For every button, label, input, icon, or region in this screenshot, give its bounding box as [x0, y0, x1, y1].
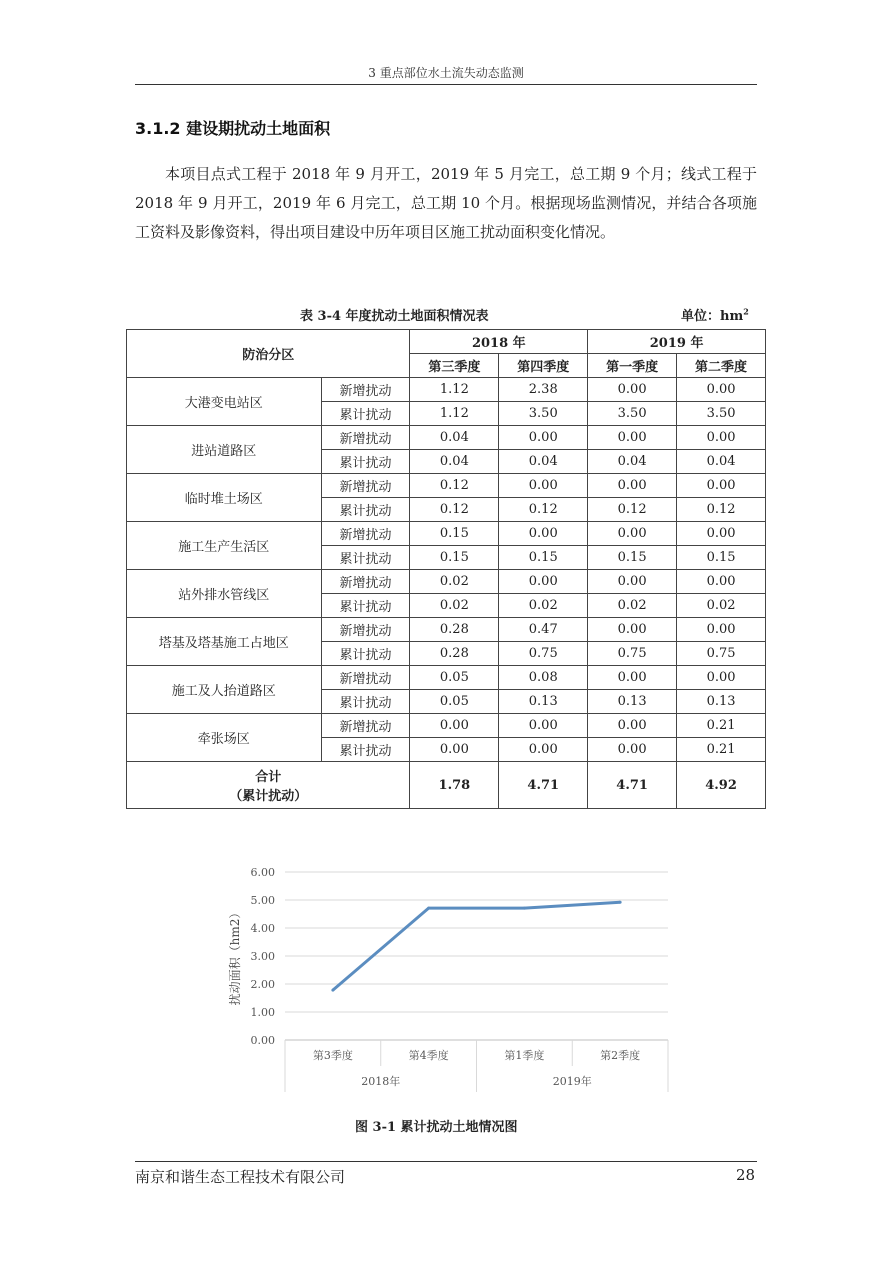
value-cell: 0.00 — [677, 666, 766, 690]
value-cell: 0.28 — [410, 618, 499, 642]
y-tick-label: 1.00 — [250, 1006, 275, 1019]
header-quarter: 第二季度 — [677, 354, 766, 378]
value-cell: 0.12 — [588, 498, 677, 522]
value-cell: 1.12 — [410, 378, 499, 402]
value-cell: 3.50 — [499, 402, 588, 426]
value-cell: 0.12 — [677, 498, 766, 522]
value-cell: 0.13 — [499, 690, 588, 714]
value-cell: 0.12 — [410, 474, 499, 498]
value-cell: 0.04 — [677, 450, 766, 474]
cumulative-disturbance-chart — [225, 860, 685, 1100]
value-cell: 0.00 — [499, 570, 588, 594]
x-group-label: 2018年 — [361, 1075, 401, 1088]
value-cell: 0.00 — [588, 522, 677, 546]
value-cell: 3.50 — [588, 402, 677, 426]
value-cell: 0.21 — [677, 714, 766, 738]
row-type: 新增扰动 — [321, 618, 410, 642]
table-row — [127, 378, 766, 402]
value-cell: 0.05 — [410, 690, 499, 714]
table-row — [127, 426, 766, 450]
header-quarter: 第四季度 — [499, 354, 588, 378]
value-cell: 0.15 — [410, 522, 499, 546]
y-tick-label: 3.00 — [250, 950, 275, 963]
value-cell: 0.75 — [588, 642, 677, 666]
value-cell: 0.04 — [588, 450, 677, 474]
table-row — [127, 714, 766, 738]
x-tick-label: 第1季度 — [504, 1049, 545, 1062]
value-cell: 0.00 — [588, 714, 677, 738]
x-group-label: 2019年 — [552, 1075, 592, 1088]
header-quarter: 第三季度 — [410, 354, 499, 378]
value-cell: 0.00 — [677, 426, 766, 450]
row-type: 累计扰动 — [321, 690, 410, 714]
zone-name: 施工及人抬道路区 — [127, 666, 322, 714]
value-cell: 0.12 — [410, 498, 499, 522]
value-cell: 0.02 — [499, 594, 588, 618]
header-year-2019: 2019 年 — [588, 330, 766, 354]
header-rule — [135, 84, 757, 85]
running-header: 3 重点部位水土流失动态监测 — [368, 66, 524, 80]
table-row — [127, 522, 766, 546]
value-cell: 0.15 — [588, 546, 677, 570]
value-cell: 0.00 — [588, 570, 677, 594]
value-cell: 0.00 — [499, 738, 588, 762]
value-cell: 0.00 — [588, 618, 677, 642]
data-point — [331, 989, 334, 992]
value-cell: 0.04 — [410, 450, 499, 474]
value-cell: 0.00 — [588, 378, 677, 402]
zone-name: 站外排水管线区 — [127, 570, 322, 618]
row-type: 累计扰动 — [321, 450, 410, 474]
value-cell: 0.02 — [410, 570, 499, 594]
y-tick-label: 2.00 — [250, 978, 275, 991]
value-cell: 0.00 — [677, 378, 766, 402]
data-point — [523, 907, 526, 910]
value-cell: 0.00 — [499, 714, 588, 738]
row-type: 累计扰动 — [321, 594, 410, 618]
value-cell: 0.02 — [677, 594, 766, 618]
x-tick-label: 第2季度 — [600, 1049, 641, 1062]
value-cell: 3.50 — [677, 402, 766, 426]
zone-name: 临时堆土场区 — [127, 474, 322, 522]
value-cell: 0.47 — [499, 618, 588, 642]
row-type: 累计扰动 — [321, 642, 410, 666]
footer-rule — [135, 1161, 757, 1162]
row-type: 累计扰动 — [321, 738, 410, 762]
header-quarter: 第一季度 — [588, 354, 677, 378]
table-row — [127, 666, 766, 690]
row-type: 累计扰动 — [321, 498, 410, 522]
value-cell: 0.13 — [588, 690, 677, 714]
y-tick-label: 4.00 — [250, 922, 275, 935]
value-cell: 0.04 — [410, 426, 499, 450]
value-cell: 0.15 — [410, 546, 499, 570]
total-label-line1: 合计 — [255, 770, 282, 785]
value-cell: 0.00 — [588, 738, 677, 762]
zone-name: 塔基及塔基施工占地区 — [127, 618, 322, 666]
table-unit — [681, 305, 749, 324]
zone-name: 施工生产生活区 — [127, 522, 322, 570]
table-row — [127, 570, 766, 594]
row-type: 新增扰动 — [321, 522, 410, 546]
value-cell: 0.00 — [677, 522, 766, 546]
value-cell: 0.00 — [499, 426, 588, 450]
total-label — [127, 762, 410, 809]
table-row — [127, 474, 766, 498]
total-cell: 1.78 — [410, 762, 499, 809]
data-point — [619, 901, 622, 904]
value-cell: 0.00 — [499, 474, 588, 498]
value-cell: 0.00 — [499, 522, 588, 546]
header-zone: 防治分区 — [127, 330, 410, 378]
y-tick-label: 5.00 — [250, 894, 275, 907]
value-cell: 0.00 — [588, 426, 677, 450]
series-line — [333, 902, 620, 990]
row-type: 累计扰动 — [321, 546, 410, 570]
table-unit-label: 单位：hm — [681, 309, 744, 324]
row-type: 新增扰动 — [321, 714, 410, 738]
x-tick-label: 第4季度 — [408, 1049, 449, 1062]
value-cell: 0.00 — [677, 618, 766, 642]
total-label-line2: （累计扰动） — [229, 789, 308, 804]
value-cell: 2.38 — [499, 378, 588, 402]
value-cell: 0.75 — [677, 642, 766, 666]
row-type: 新增扰动 — [321, 426, 410, 450]
value-cell: 0.12 — [499, 498, 588, 522]
body-paragraph: 本项目点式工程于 2018 年 9 月开工，2019 年 5 月完工，总工期 9 个月；线式工程于 2018 年 9 月开工，2019 年 6 月完工，总工期 10 个月。根据现场监测情况，并结合各项施工资料及影像资料，得出项目建设中历年项目区施工扰动面积变化情况。 — [135, 165, 757, 241]
header-year-2018: 2018 年 — [410, 330, 588, 354]
data-point — [427, 907, 430, 910]
value-cell: 0.15 — [499, 546, 588, 570]
footer-company: 南京和谐生态工程技术有限公司 — [135, 1168, 346, 1186]
row-type: 新增扰动 — [321, 474, 410, 498]
y-axis-label: 扰动面积（hm2） — [228, 906, 242, 1006]
row-type: 新增扰动 — [321, 378, 410, 402]
value-cell: 0.02 — [410, 594, 499, 618]
figure-caption: 图 3-1 累计扰动土地情况图 — [355, 1120, 518, 1135]
table-unit-sup: 2 — [743, 306, 749, 317]
value-cell: 0.00 — [410, 738, 499, 762]
zone-name: 牵张场区 — [127, 714, 322, 762]
row-type: 新增扰动 — [321, 666, 410, 690]
row-type: 累计扰动 — [321, 402, 410, 426]
zone-name: 大港变电站区 — [127, 378, 322, 426]
y-tick-label: 6.00 — [250, 866, 275, 879]
value-cell: 0.21 — [677, 738, 766, 762]
y-tick-label: 0.00 — [250, 1034, 275, 1047]
value-cell: 1.12 — [410, 402, 499, 426]
value-cell: 0.00 — [677, 474, 766, 498]
total-cell: 4.92 — [677, 762, 766, 809]
section-title: 3.1.2 建设期扰动土地面积 — [135, 119, 331, 138]
disturbance-table — [126, 329, 766, 809]
value-cell: 0.02 — [588, 594, 677, 618]
total-cell: 4.71 — [588, 762, 677, 809]
table-row-total — [127, 762, 766, 809]
page-number: 28 — [736, 1166, 756, 1184]
value-cell: 0.00 — [677, 570, 766, 594]
value-cell: 0.05 — [410, 666, 499, 690]
table-caption: 表 3-4 年度扰动土地面积情况表 — [300, 309, 489, 324]
value-cell: 0.04 — [499, 450, 588, 474]
x-tick-label: 第3季度 — [312, 1049, 353, 1062]
value-cell: 0.15 — [677, 546, 766, 570]
value-cell: 0.00 — [588, 474, 677, 498]
table-row — [127, 618, 766, 642]
total-cell: 4.71 — [499, 762, 588, 809]
value-cell: 0.28 — [410, 642, 499, 666]
value-cell: 0.13 — [677, 690, 766, 714]
value-cell: 0.75 — [499, 642, 588, 666]
zone-name: 进站道路区 — [127, 426, 322, 474]
value-cell: 0.00 — [588, 666, 677, 690]
row-type: 新增扰动 — [321, 570, 410, 594]
value-cell: 0.00 — [410, 714, 499, 738]
table-body — [127, 378, 766, 762]
value-cell: 0.08 — [499, 666, 588, 690]
